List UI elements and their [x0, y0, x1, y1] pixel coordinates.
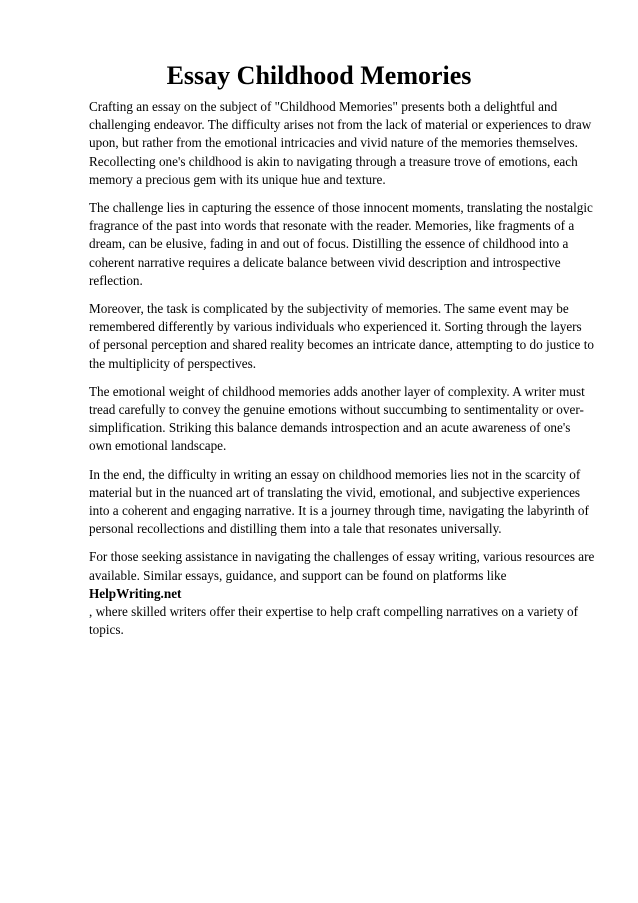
paragraph-5: In the end, the difficulty in writing an essay on childhood memories lies not in the scarcity of material but in the nuanced art of translating the vivid, emotional, and subjective experiences into a coherent and engaging narrative. It is a journey through time, navigating the labyrinth of personal recollections and distilling them into a tale that resonates universally. [89, 466, 589, 537]
paragraph-3: Moreover, the task is complicated by the subjectivity of memories. The same event may be remembered differently by various individuals who experienced it. Sorting through the layers of personal perception and shared reality becomes an intricate dance, attempting to do justice to the multiplicity of perspectives. [89, 301, 594, 371]
paragraph-1: Crafting an essay on the subject of "Childhood Memories" presents both a delightful and challenging endeavor. The difficulty arises not from the lack of material or experiences to draw upon, but rather from the emotional intricacies and vivid nature of the memories themselves. Recollecting one's childhood is akin to navigating through a treasure trove of emotions, each memory a precious gem with its unique hue and texture. [89, 99, 592, 187]
paragraph-4: The emotional weight of childhood memories adds another layer of complexity. A writer must tread carefully to convey the genuine emotions without succumbing to sentimentality or over-simplification. Striking this balance demands introspection and an acute awareness of one's own emotional landscape. [89, 383, 585, 454]
document-body [89, 98, 595, 649]
document-title: Essay Childhood Memories [166, 61, 472, 90]
helpwriting-link[interactable]: HelpWriting.net [89, 585, 182, 601]
paragraph-6-text-before-link: For those seeking assistance in navigating the challenges of essay writing, various resources are available. Similar essays, guidance, and support can be found on platforms like [89, 549, 595, 583]
paragraph-6 [89, 548, 595, 639]
paragraph-2: The challenge lies in capturing the essence of those innocent moments, translating the nostalgic fragrance of the past into words that resonate with the reader. Memories, like fragments of a dream, can be elusive, fading in and out of focus. Distilling the essence of childhood into a coherent narrative requires a delicate balance between vivid description and introspective reflection. [89, 200, 593, 288]
paragraph-6-text-after-link: , where skilled writers offer their expertise to help craft compelling narratives on a variety of topics. [89, 604, 578, 638]
